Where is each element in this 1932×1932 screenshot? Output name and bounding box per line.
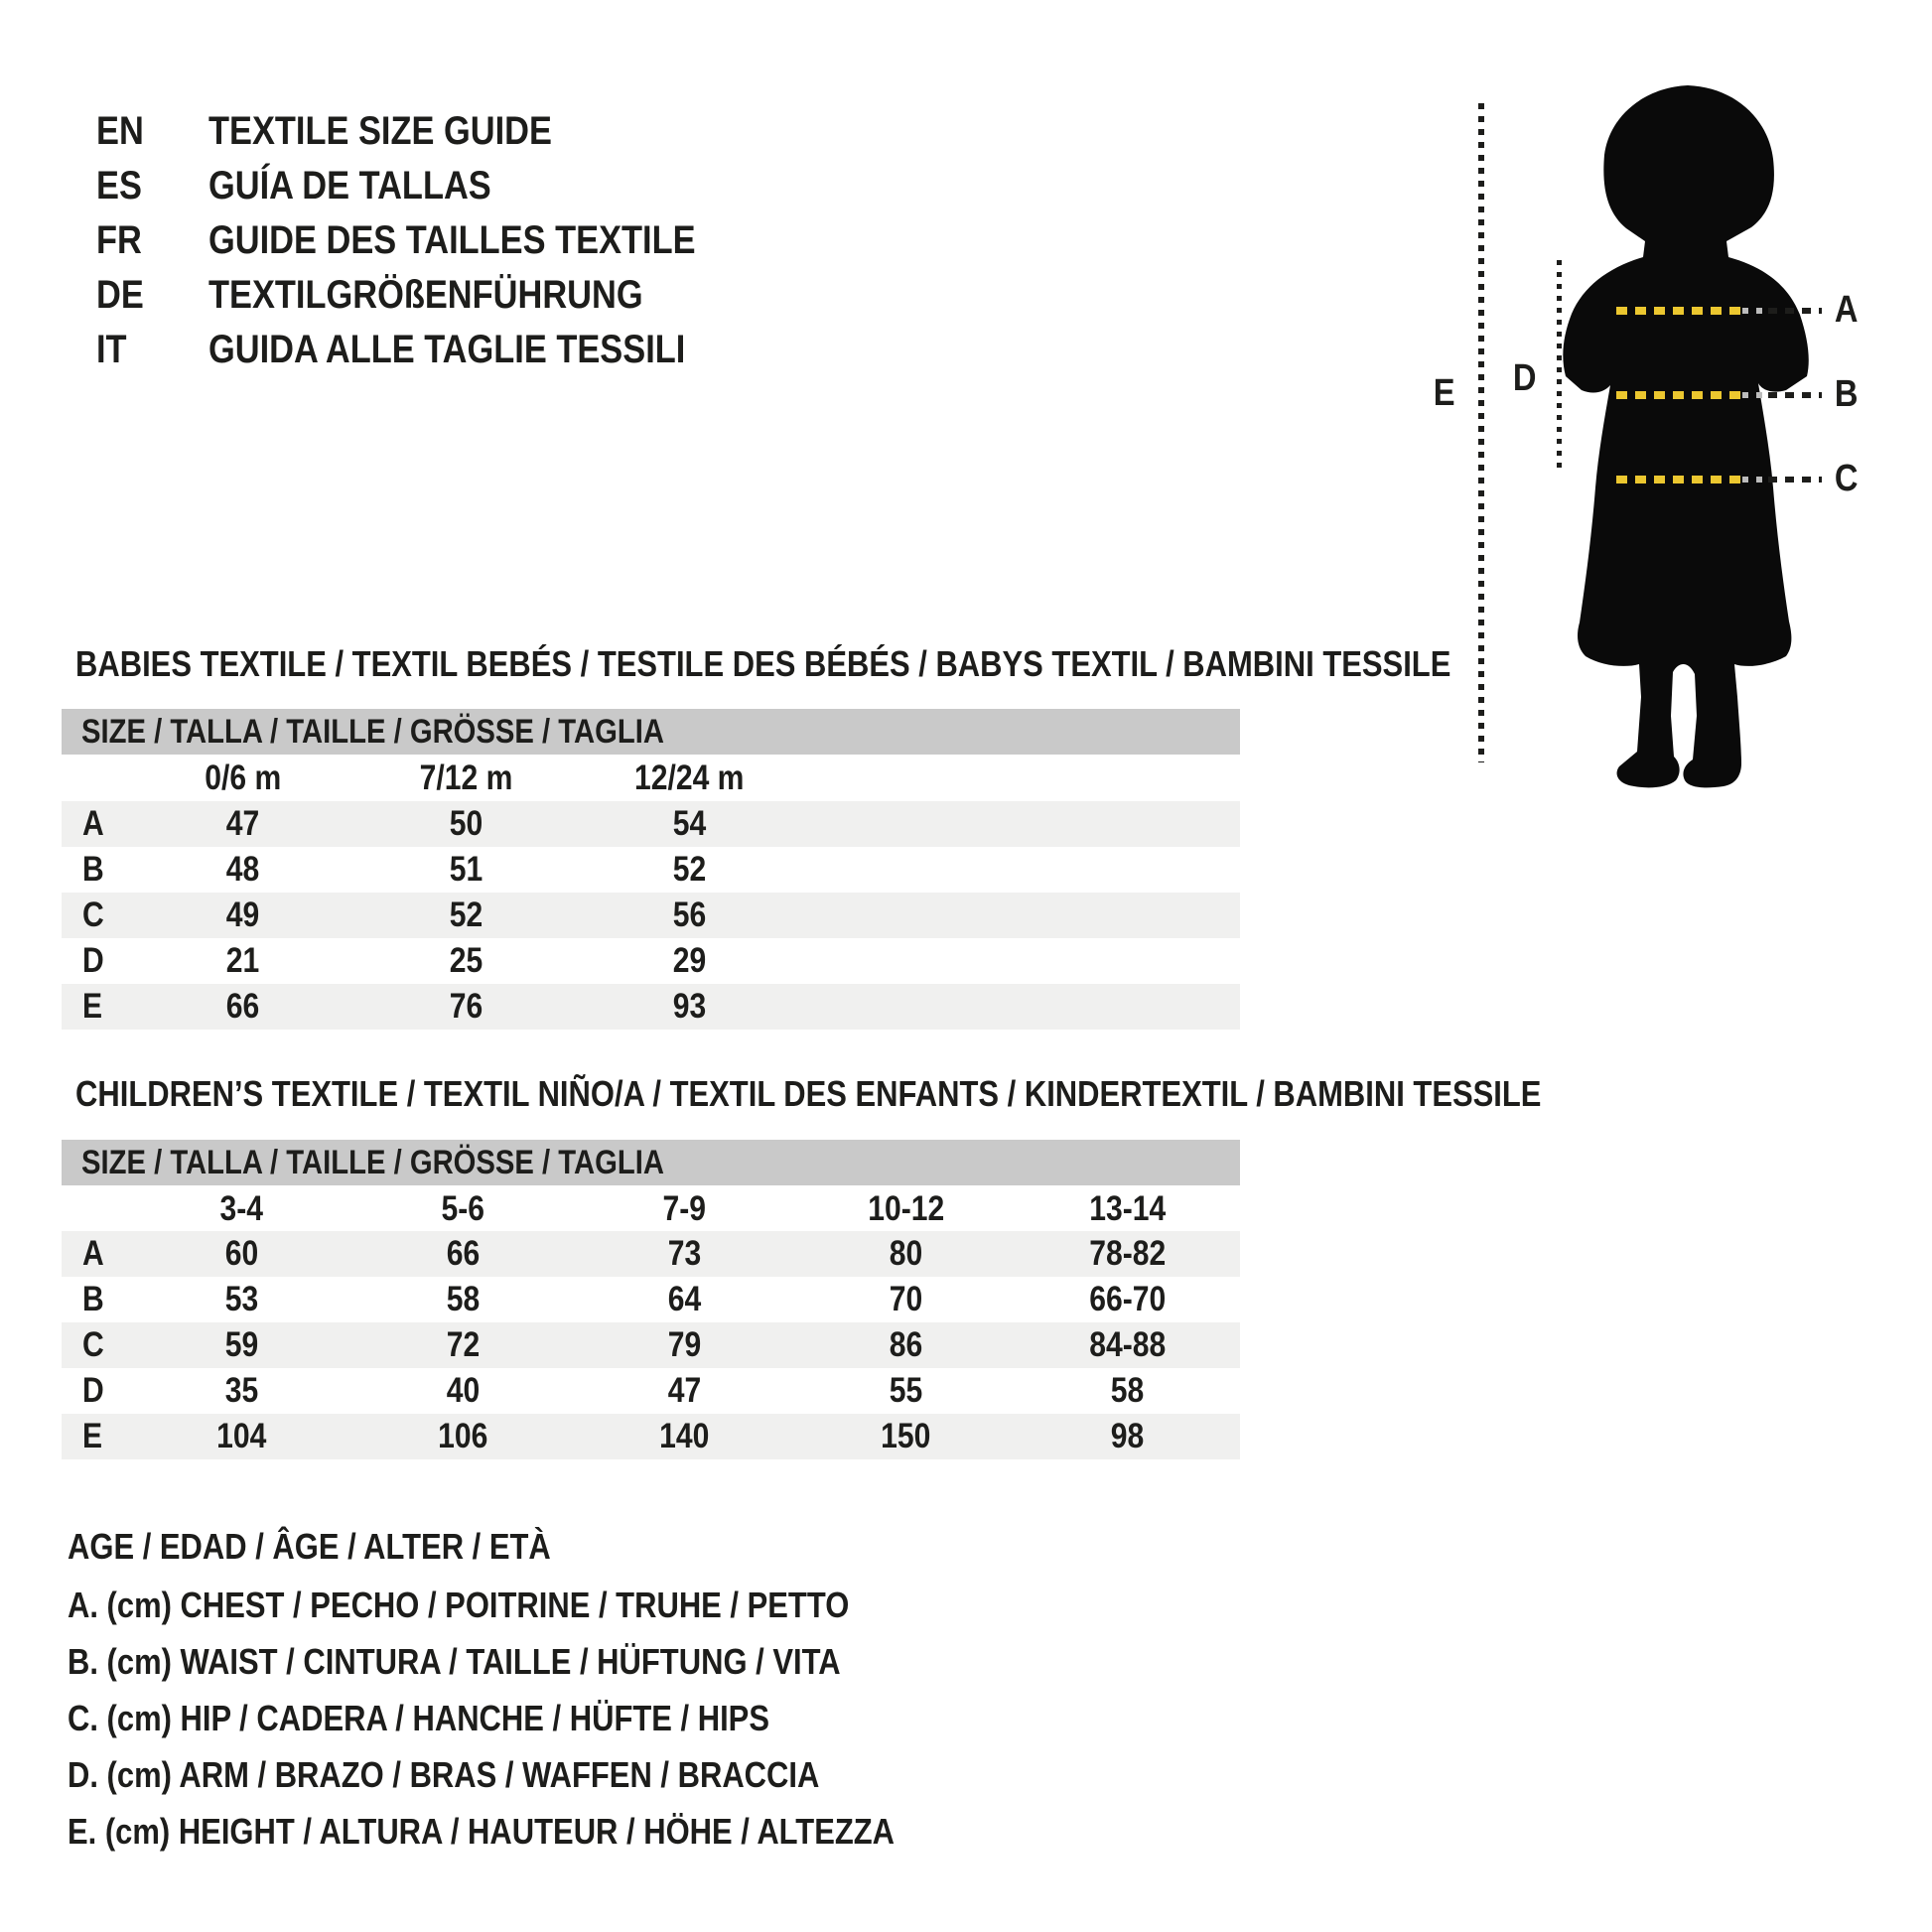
figure-label-d: D <box>1512 357 1537 399</box>
column-header: 12/24 m <box>634 759 745 797</box>
table-row: A 60 66 73 80 78-82 <box>62 1231 1240 1277</box>
figure-label-e: E <box>1433 372 1455 414</box>
hip-dash-black <box>1768 477 1822 483</box>
lang-code: FR <box>96 217 142 262</box>
waist-dash-fade <box>1742 392 1766 398</box>
lang-code: EN <box>96 108 144 153</box>
legend-line-chest: A. (cm) CHEST / PECHO / POITRINE / TRUHE / PETTO <box>68 1585 850 1625</box>
children-column-header-row <box>62 1186 1240 1232</box>
children-size-header-bar: SIZE / TALLA / TAILLE / GRÖSSE / TAGLIA <box>62 1140 1240 1185</box>
table-row: B 48 51 52 <box>82 850 707 889</box>
hip-dash-yellow <box>1616 476 1742 483</box>
figure-label-b: B <box>1834 373 1859 415</box>
child-silhouette <box>1544 77 1842 798</box>
lang-row-es <box>96 164 537 207</box>
column-header: 3-4 <box>219 1189 264 1228</box>
table-row: B 53 58 64 70 66-70 <box>82 1280 1166 1318</box>
column-header: 0/6 m <box>205 759 281 797</box>
waist-dash-yellow <box>1616 391 1742 399</box>
babies-size-table <box>62 709 1240 1030</box>
table-row: D 35 40 47 55 58 <box>82 1371 1145 1410</box>
lang-title: GUÍA DE TALLAS <box>208 163 491 207</box>
lang-code: IT <box>96 327 127 371</box>
legend-line-height: E. (cm) HEIGHT / ALTURA / HAUTEUR / HÖHE / ALTEZZA <box>68 1811 896 1852</box>
chest-dash-yellow <box>1616 307 1742 315</box>
hip-dash-fade <box>1742 477 1766 483</box>
legend-line-hip: C. (cm) HIP / CADERA / HANCHE / HÜFTE / HIPS <box>68 1698 769 1738</box>
table-row: D 21 25 29 <box>82 941 707 980</box>
column-header: 7/12 m <box>419 759 513 797</box>
lang-title: TEXTILE SIZE GUIDE <box>208 108 552 153</box>
table-row: E 66 76 93 <box>62 984 1240 1030</box>
babies-section-title: BABIES TEXTILE / TEXTIL BEBÉS / TESTILE DES BÉBÉS / BABYS TEXTIL / BAMBINI TESSILE <box>75 643 1451 684</box>
column-header: 5-6 <box>441 1189 485 1228</box>
chest-dash-fade <box>1742 308 1766 314</box>
table-row: A 47 50 54 <box>62 801 1240 847</box>
lang-title: GUIDE DES TAILLES TEXTILE <box>208 217 696 262</box>
lang-row-fr <box>96 218 774 262</box>
lang-row-de <box>96 273 714 317</box>
table-row: C 59 72 79 86 84-88 <box>62 1322 1240 1368</box>
chest-dash-black <box>1768 308 1822 314</box>
legend-line-age: AGE / EDAD / ÂGE / ALTER / ETÀ <box>68 1526 551 1567</box>
babies-column-header-row <box>62 756 1240 801</box>
table-row: C 49 52 56 <box>62 893 1240 938</box>
children-size-table <box>62 1140 1240 1459</box>
legend-line-waist: B. (cm) WAIST / CINTURA / TAILLE / HÜFTUNG / VITA <box>68 1641 841 1682</box>
column-header: 13-14 <box>1089 1189 1166 1228</box>
children-section-title: CHILDREN’S TEXTILE / TEXTIL NIÑO/A / TEXTIL DES ENFANTS / KINDERTEXTIL / BAMBINI TESSILE <box>75 1073 1542 1114</box>
lang-code: ES <box>96 163 142 207</box>
table-row: E 104 106 140 150 98 <box>62 1414 1240 1459</box>
lang-row-en <box>96 109 608 153</box>
arm-guide-line-d <box>1557 260 1562 469</box>
waist-dash-black <box>1768 392 1822 398</box>
lang-title: TEXTILGRÖßENFÜHRUNG <box>208 272 643 317</box>
column-header: 10-12 <box>868 1189 944 1228</box>
figure-label-c: C <box>1834 458 1859 499</box>
lang-title: GUIDA ALLE TAGLIE TESSILI <box>208 327 686 371</box>
lang-row-it <box>96 328 763 371</box>
babies-size-header-bar: SIZE / TALLA / TAILLE / GRÖSSE / TAGLIA <box>62 709 1240 755</box>
lang-code: DE <box>96 272 144 317</box>
legend-line-arm: D. (cm) ARM / BRAZO / BRAS / WAFFEN / BRACCIA <box>68 1754 820 1795</box>
column-header: 7-9 <box>662 1189 707 1228</box>
figure-label-a: A <box>1834 289 1859 331</box>
